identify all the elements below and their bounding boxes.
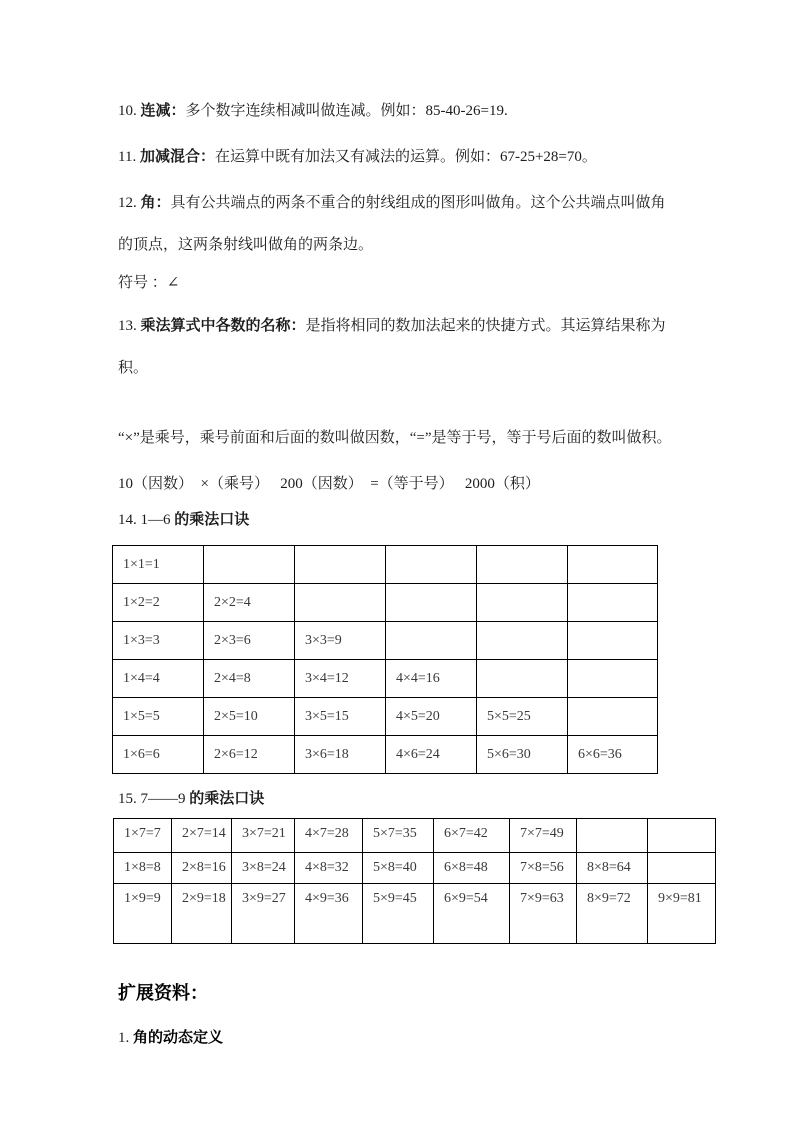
item-number: 12. [118,195,141,211]
heading-table-1-6 [118,510,675,530]
multiplication-table-7-9 [113,818,716,944]
heading-table-7-9 [118,789,675,809]
table-cell: 7×7=49 [510,819,577,853]
table-cell: 5×6=30 [477,736,568,774]
item-number: 11. [118,149,140,165]
table-cell: 6×9=54 [434,884,510,944]
definition-item-12 [118,182,675,266]
table-cell [386,546,477,584]
heading-number: 14. [118,512,141,528]
table-cell: 1×7=7 [114,819,172,853]
table-cell: 8×9=72 [577,884,648,944]
item-number: 1. [118,1030,133,1046]
table-cell [568,584,658,622]
definition-item-10 [118,90,675,132]
definition-item-11 [118,136,675,178]
table-cell: 1×8=8 [114,853,172,884]
table-cell: 1×5=5 [113,698,204,736]
table-cell: 2×7=14 [172,819,232,853]
expand-materials-heading: 扩展资料： [118,983,208,1003]
table-row [113,546,658,584]
table-row [114,819,716,853]
table-cell: 2×9=18 [172,884,232,944]
heading-range: 1—6 [140,512,175,528]
table-row [113,660,658,698]
table-cell [477,660,568,698]
item-text: 在运算中既有加法又有减法的运算。例如：67-25+28=70。 [214,149,597,165]
table-cell: 2×6=12 [204,736,295,774]
table-cell: 4×6=24 [386,736,477,774]
heading-range: 7——9 [140,791,190,807]
table-cell: 7×8=56 [510,853,577,884]
table-cell [295,546,386,584]
table-cell: 1×3=3 [113,622,204,660]
table-cell: 3×5=15 [295,698,386,736]
item-number: 13. [118,318,141,334]
table-cell: 3×8=24 [232,853,295,884]
table-cell: 1×9=9 [114,884,172,944]
table-cell: 2×5=10 [204,698,295,736]
multiplication-table-1-6 [112,545,658,774]
table-row [113,698,658,736]
table-row [114,884,716,944]
table-cell [477,584,568,622]
item-title: 角的动态定义 [133,1030,224,1046]
table-cell [568,660,658,698]
table-cell: 2×4=8 [204,660,295,698]
table-row [113,622,658,660]
table-cell: 3×4=12 [295,660,386,698]
table-cell: 9×9=81 [648,884,716,944]
item-term: 乘法算式中各数的名称： [140,318,306,334]
table-cell [568,698,658,736]
table-cell: 4×4=16 [386,660,477,698]
item-text: 具有公共端点的两条不重合的射线组成的图形叫做角。这个公共端点叫做角的顶点，这两条射线叫做角的两条边。 [118,195,666,253]
table-row [113,584,658,622]
table-cell: 2×3=6 [204,622,295,660]
table-cell: 4×8=32 [295,853,363,884]
item-text: 多个数字连续相减叫做连减。例如：85-40-26=19. [185,103,508,119]
heading-bold: 的乘法口诀 [189,791,265,807]
table-cell [204,546,295,584]
table-cell [386,622,477,660]
table-cell: 4×9=36 [295,884,363,944]
definition-item-13 [118,305,675,389]
item-text: 是指将相同的数加法起来的快捷方式。其运算结果称为积。 [118,318,666,376]
table-cell [477,546,568,584]
table-cell: 4×5=20 [386,698,477,736]
table-cell [648,819,716,853]
item-term: 角： [140,195,171,211]
item-number: 10. [118,103,141,119]
table-cell: 5×5=25 [477,698,568,736]
table-cell: 3×3=9 [295,622,386,660]
table-cell: 1×4=4 [113,660,204,698]
table-cell [386,584,477,622]
table-cell: 6×6=36 [568,736,658,774]
heading-number: 15. [118,791,141,807]
table-cell: 2×8=16 [172,853,232,884]
table-cell: 6×8=48 [434,853,510,884]
item-term: 连减： [140,103,186,119]
table-cell: 6×7=42 [434,819,510,853]
angle-symbol-line: 符号 ：∠ [118,275,180,291]
table-cell: 5×9=45 [363,884,434,944]
table-cell: 3×7=21 [232,819,295,853]
table-cell: 1×2=2 [113,584,204,622]
table-cell: 8×8=64 [577,853,648,884]
expand-item-1 [118,1027,675,1049]
table-row [113,736,658,774]
heading-bold: 的乘法口诀 [174,512,250,528]
multiplication-sign-note: “×”是乘号，乘号前面和后面的数叫做因数，“=”是等于号，等于号后面的数叫做积。 [118,430,672,446]
item-term: 加减混合： [139,149,215,165]
table-cell: 1×6=6 [113,736,204,774]
table-cell [577,819,648,853]
factors-example-line: 10（因数） ×（乘号） 200（因数） =（等于号） 2000（积） [118,476,540,492]
table-cell [648,853,716,884]
table-cell [477,622,568,660]
table-cell: 1×1=1 [113,546,204,584]
table-cell: 3×6=18 [295,736,386,774]
table-row [114,853,716,884]
table-cell: 5×8=40 [363,853,434,884]
table-cell: 2×2=4 [204,584,295,622]
table-cell: 4×7=28 [295,819,363,853]
table-cell [295,584,386,622]
table-cell [568,622,658,660]
table-cell: 7×9=63 [510,884,577,944]
table-cell: 5×7=35 [363,819,434,853]
table-cell [568,546,658,584]
table-cell: 3×9=27 [232,884,295,944]
